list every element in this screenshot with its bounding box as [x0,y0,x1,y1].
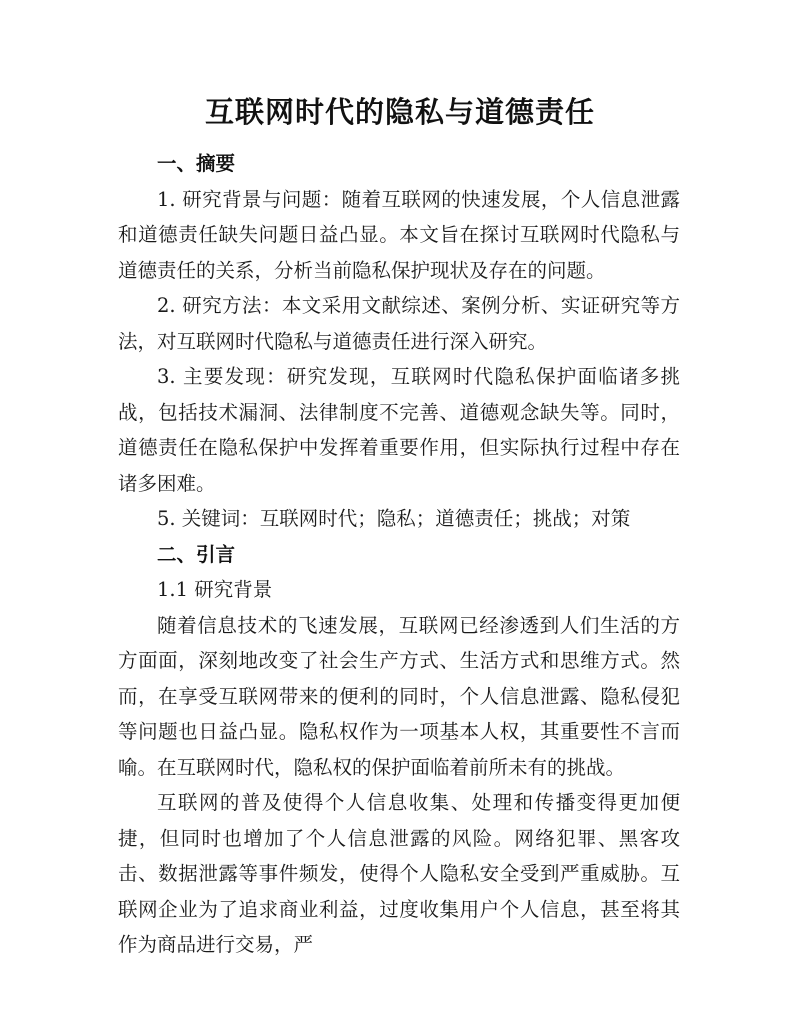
document-body [118,146,680,963]
subsection-heading-background: 1.1 研究背景 [157,578,273,601]
intro-paragraph-2: 互联网的普及使得个人信息收集、处理和传播变得更加便捷，但同时也增加了个人信息泄露的风险。网络犯罪、黑客攻击、数据泄露等事件频发，使得个人隐私安全受到严重威胁。互联网企业为了追求商业利益，过度收集用户个人信息，甚至将其作为商品进行交易，严 [118,791,680,956]
abstract-paragraph-methods: 2. 研究方法：本文采用文献综述、案例分析、实证研究等方法，对互联网时代隐私与道德责任进行深入研究。 [118,294,680,353]
intro-paragraph-1: 随着信息技术的飞速发展，互联网已经渗透到人们生活的方方面面，深刻地改变了社会生产方式、生活方式和思维方式。然而，在享受互联网带来的便利的同时，个人信息泄露、隐私侵犯等问题也日益凸显。隐私权作为一项基本人权，其重要性不言而喻。在互联网时代，隐私权的保护面临着前所未有的挑战。 [118,613,680,779]
section-heading-introduction: 二、引言 [157,542,236,566]
abstract-paragraph-background: 1. 研究背景与问题：随着互联网的快速发展，个人信息泄露和道德责任缺失问题日益凸显。本文旨在探讨互联网时代隐私与道德责任的关系，分析当前隐私保护现状及存在的问题。 [118,187,680,282]
abstract-paragraph-findings: 3. 主要发现：研究发现，互联网时代隐私保护面临诸多挑战，包括技术漏洞、法律制度不完善、道德观念缺失等。同时，道德责任在隐私保护中发挥着重要作用，但实际执行过程中存在诸多困难。 [118,365,680,495]
abstract-paragraph-keywords: 5. 关键词：互联网时代；隐私；道德责任；挑战；对策 [157,507,631,530]
section-heading-abstract: 一、摘要 [157,152,236,175]
document-title: 互联网时代的隐私与道德责任 [204,95,595,129]
